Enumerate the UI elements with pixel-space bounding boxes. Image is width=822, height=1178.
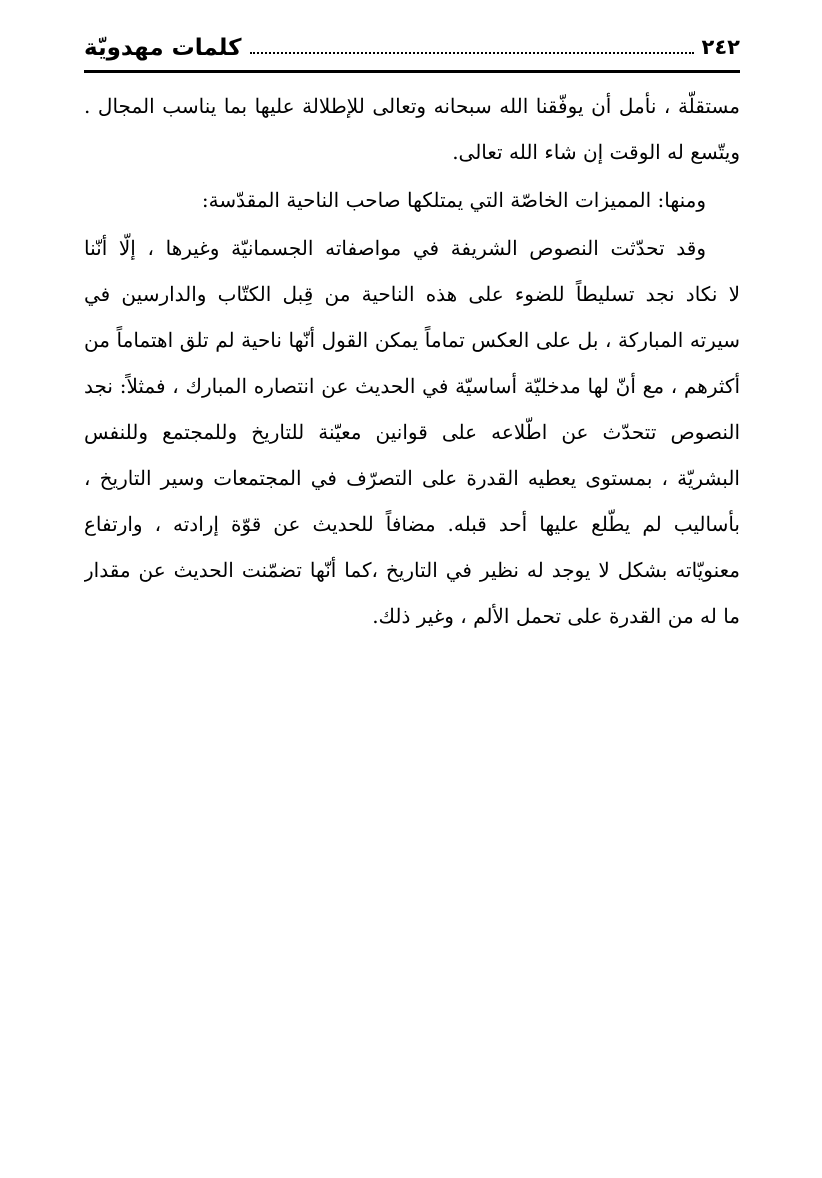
text-line: سيرته المباركة ، بل على العكس تماماً يمكن القول أنّها ناحية لم تلق اهتماماً من bbox=[84, 328, 740, 352]
paragraph-first-line: ومنها: المميزات الخاصّة التي يمتلكها صاحب الناحية المقدّسة: bbox=[201, 188, 706, 212]
page-number: ٢٤٢ bbox=[701, 35, 740, 59]
page-header bbox=[84, 26, 740, 66]
text-line: ما له من القدرة على تحمل الألم ، وغير ذلك. bbox=[372, 604, 740, 628]
text-line: معنويّاته بشكل لا يوجد له نظير في التاريخ ،كما أنّها تضمّنت الحديث عن مقدار bbox=[84, 558, 740, 582]
text-line: بأساليب لم يطّلع عليها أحد قبله. مضافاً للحديث عن قوّة إرادته ، وارتفاع bbox=[84, 512, 740, 536]
text-line: النصوص تتحدّث عن اطّلاعه على قوانين معيّنة للتاريخ وللمجتمع وللنفس bbox=[84, 420, 740, 444]
text-line: أكثرهم ، مع أنّ لها مدخليّة أساسيّة في الحديث عن انتصاره المبارك ، فمثلاً: نجد bbox=[84, 374, 740, 398]
text-line: مستقلّة ، نأمل أن يوفّقنا الله سبحانه وتعالى للإطلالة عليها بما يناسب المجال . bbox=[84, 94, 740, 118]
text-line: لا نكاد نجد تسليطاً للضوء على هذه الناحية من قِبل الكتّاب والدارسين في bbox=[84, 282, 740, 306]
text-line: البشريّة ، بمستوى يعطيه القدرة على التصرّف في المجتمعات وسير التاريخ ، bbox=[84, 466, 740, 490]
header-rule bbox=[84, 70, 740, 73]
running-title: كلمات مهدويّة bbox=[84, 35, 242, 61]
text-line: ويتّسع له الوقت إن شاء الله تعالى. bbox=[452, 140, 740, 164]
body-text bbox=[84, 83, 740, 639]
paragraph-first-line: وقد تحدّثت النصوص الشريفة في مواصفاته الجسمانيّة وغيرها ، إلّا أنّنا bbox=[84, 236, 707, 260]
dotted-leader bbox=[250, 52, 694, 54]
